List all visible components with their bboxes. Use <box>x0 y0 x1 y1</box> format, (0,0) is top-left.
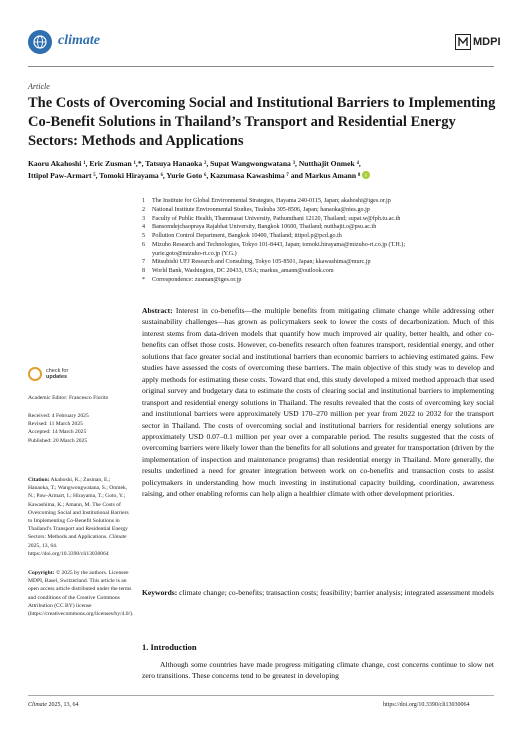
publication-dates <box>28 412 132 445</box>
publisher-name: MDPI <box>473 36 501 48</box>
affiliation-text: Correspondence: zusman@iges.or.jp <box>152 276 242 283</box>
footer-doi-link[interactable]: https://doi.org/10.3390/cli13030064 <box>383 702 470 708</box>
keywords <box>142 587 494 598</box>
publisher-logo <box>455 34 501 50</box>
author-list <box>28 158 498 182</box>
affiliation-number: 8 <box>142 268 146 274</box>
affiliation-row <box>142 250 502 259</box>
orcid-icon[interactable] <box>362 171 370 179</box>
affiliation-row <box>142 241 502 250</box>
footer-volume: 2025, 13, 64 <box>48 702 79 708</box>
citation-block <box>28 476 132 558</box>
citation-tail[interactable]: 2025, 13, 64. https://doi.org/10.3390/cli13030064 <box>28 542 109 557</box>
affiliation-row <box>142 206 502 215</box>
copyright-block <box>28 569 132 618</box>
abstract-text: Interest in co-benefits—the multiple benefits from mitigating climate change while addressing other sustainability challenges—has grown as policymakers seek to lower the costs of decarbonization. Much of this interest stems from data-driven models that quantify how much improved air quality, better health, and other co-benefits can offset those costs. However, co-benefits research often features transport, residential energy, and other solutions that face greater social and institutional barriers than economic barriers to achieving estimated gains. Few studies have assessed the costs of overcoming these barriers. The main objective of this study was to develop and apply methods for estimating these costs. Toward that end, this study developed a mixed method approach that used original survey and budgetary data to estimate the costs of clearing social and institutional barriers to implementing transport and residential energy solutions in Thailand. The results revealed that the costs of overcoming key social and institutional barriers were approximately USD 170–270 million per year from 2022 to 2032 for the transport sector in Thailand. The costs of overcoming social and institutional barriers for residential energy solutions are approximately USD 0.07–0.1 million per year over a comparable period. The results suggested that the costs of overcoming barriers were likely lower than the benefits for all solutions and greater for transportation (driven by the implementation of inspection and maintenance programs) than residential energy in Thailand. More generally, the results underlined a need for greater integration between work on co-benefits and transaction costs to assist policymakers in understanding how much investing in institutional capacity building, coordination, awareness raising, and other enabling reforms can help align a healthier climate with other development priorities. <box>142 306 494 499</box>
affiliation-text: Mitsubishi UFJ Research and Consulting, Tokyo 105-8501, Japan; kkawashima@murc.jp <box>152 259 371 266</box>
introduction-paragraph: Although some countries have made progress mitigating climate change, cost concerns continue to slow net zero transitions. These concerns tend to be greatest in developing <box>142 660 494 681</box>
copyright-label: Copyright: <box>28 570 55 576</box>
journal-name: climate <box>58 33 100 48</box>
affiliation-number: 4 <box>142 224 146 231</box>
affiliation-row <box>142 258 502 267</box>
affiliations <box>142 197 502 285</box>
affiliation-text: The Institute for Global Environmental Strategies, Hayama 240-0115, Japan; akahoshi@iges.or.jp <box>152 198 391 204</box>
academic-editor: Academic Editor: Francesco Fiorito <box>28 395 109 401</box>
affiliation-text: World Bank, Washington, DC 20433, USA; markus_amann@outlook.com <box>152 268 334 274</box>
date-received: Received: 4 February 2025 <box>28 413 89 419</box>
keywords-label: Keywords: <box>142 588 178 597</box>
copyright-text: © 2025 by the authors. Licensee MDPI, Basel, Switzerland. This article is an open access article distributed under the terms and conditions of the Creative Commons Attribution (CC BY) license (https://creativecommons.org/licenses/by/4.0/). <box>28 570 134 618</box>
footer-divider <box>28 695 494 696</box>
footer-journal: Climate <box>28 702 47 708</box>
author-line-1: Kaoru Akahoshi ¹, Eric Zusman ¹,*, Tatsuya Hanaoka ², Supat Wangwongwatana ³, Nutthajit Onmek ⁴, <box>28 159 361 168</box>
affiliation-row <box>142 223 502 232</box>
affiliation-row <box>142 267 502 276</box>
check-updates-icon <box>28 367 42 381</box>
affiliation-row <box>142 232 502 241</box>
affiliation-number: 2 <box>142 206 146 213</box>
author-line-2: Ittipol Paw-Armart ⁵, Tomoki Hirayama ⁶, Yurie Goto ⁶, Kazumasa Kawashima ⁷ and Markus Amann ⁸ i <box>28 170 498 182</box>
abstract <box>142 305 494 500</box>
svg-text:i: i <box>365 173 367 179</box>
affiliation-row <box>142 215 502 224</box>
footer-citation <box>28 702 79 708</box>
article-title: The Costs of Overcoming Social and Institutional Barriers to Implementing Co-Benefit Solutions in Thailand’s Transport and Residential Energy Sectors: Methods and Applications <box>28 95 496 149</box>
affiliation-row <box>142 276 502 285</box>
header-divider <box>28 66 494 67</box>
check-for-updates-button[interactable] <box>28 367 68 381</box>
check-updates-line2: updates <box>46 374 68 380</box>
abstract-label: Abstract: <box>142 306 173 315</box>
mdpi-mark-icon <box>455 34 471 50</box>
citation-journal: Climate <box>108 534 127 541</box>
affiliation-number <box>142 250 152 259</box>
affiliation-number: * <box>142 276 146 283</box>
affiliation-text: yurie.goto@mizuho-rt.co.jp (Y.G.) <box>152 250 237 257</box>
affiliation-number: 1 <box>142 198 146 204</box>
affiliation-text: Bansomdejchaopraya Rajabhat University, Bangkok 10600, Thailand; nutthajit.o@psu.ac.th <box>152 224 377 231</box>
affiliation-row <box>142 197 502 206</box>
keywords-text: climate change; co-benefits; transaction costs; feasibility; barrier analysis; integrated assessment models <box>179 588 494 597</box>
affiliation-number: 3 <box>142 215 146 222</box>
date-revised: Revised: 11 March 2025 <box>28 421 83 428</box>
date-published: Published: 20 March 2025 <box>28 437 88 444</box>
citation-label: Citation: <box>28 477 50 483</box>
citation-text: Akahoshi, K.; Zusman, E.; Hanaoka, T.; Wangwongwatana, S.; Onmek, N.; Paw-Armart, I.; Hirayama, T.; Goto, Y.; Kawashima, K.; Amann, M. The Costs of Overcoming Social and Institutional Barriers to Implementing Co-Benefit Solutions in Thailand’s Transport and Residential Energy Sectors: Methods and Applications. <box>28 477 129 541</box>
affiliation-number: 7 <box>142 259 146 266</box>
affiliation-number: 5 <box>142 233 146 239</box>
article-type: Article <box>28 82 50 91</box>
date-accepted: Accepted: 14 March 2025 <box>28 429 87 436</box>
section-heading-introduction: 1. Introduction <box>142 642 197 652</box>
affiliation-number: 6 <box>142 241 146 248</box>
globe-icon <box>32 34 48 50</box>
check-updates-line1: check for <box>46 368 69 374</box>
affiliation-text: Faculty of Public Health, Thammasat University, Pathumthani 12120, Thailand; supat.w@fph.tu.ac.th <box>152 215 401 222</box>
journal-logo-icon <box>28 30 52 54</box>
affiliation-text: National Institute Environmental Studies, Tsukuba 305-8506, Japan; hanaoka@nies.go.jp <box>152 206 370 213</box>
affiliation-text: Mizuho Research and Technologies, Tokyo 101-8443, Japan; tomoki.hirayama@mizuho-rt.co.jp (T.H.); <box>152 241 406 248</box>
affiliation-text: Pollution Control Department, Bangkok 10400, Thailand; ittipol.p@pcd.go.th <box>152 233 342 239</box>
